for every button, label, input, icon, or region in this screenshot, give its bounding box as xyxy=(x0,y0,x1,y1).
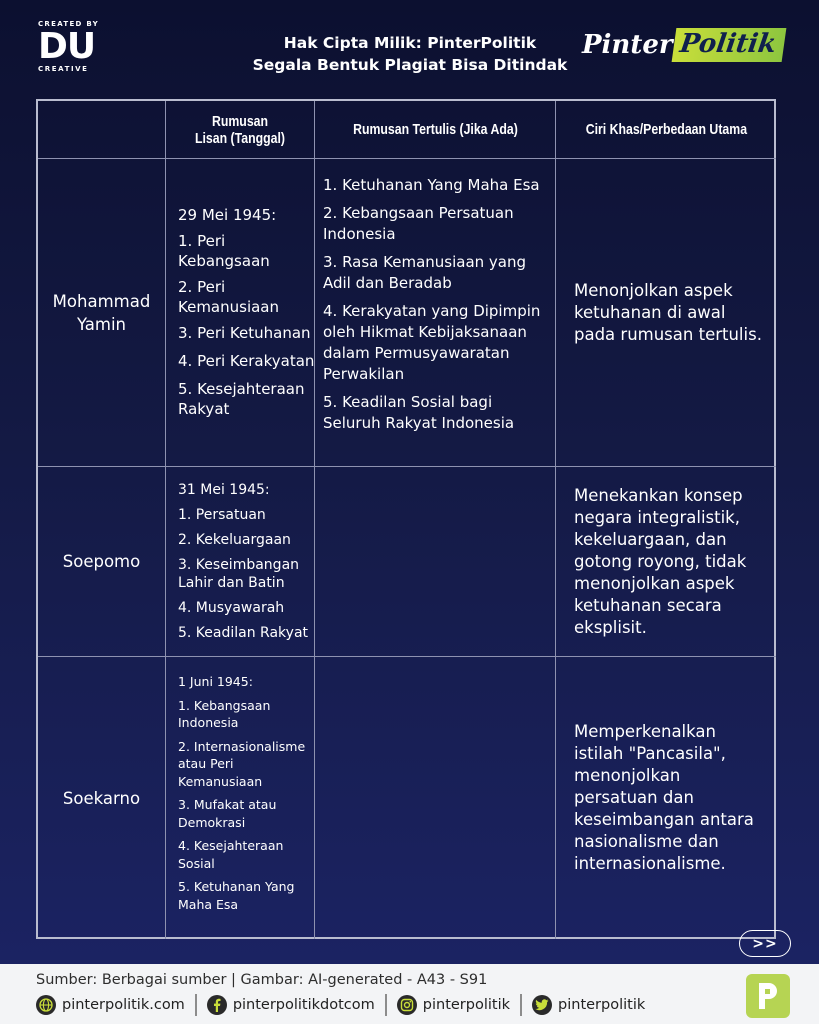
table-row-name xyxy=(38,467,166,657)
list-item: 5. Kesejahteraan Rakyat xyxy=(178,380,305,418)
footer xyxy=(0,964,819,1024)
list-item: 3. Peri Ketuhanan xyxy=(178,324,311,342)
cell-rumusan-lisan xyxy=(166,159,315,467)
twitter-icon xyxy=(532,995,552,1015)
table-row-name xyxy=(38,159,166,467)
ciri-text: Memperkenalkan istilah "Pancasila", menonjolkan persatuan dan keseimbangan antara nasionalisme dan internasionalisme. xyxy=(574,722,754,873)
header-ciri-khas xyxy=(556,101,776,159)
divider xyxy=(385,994,387,1016)
cell-rumusan-tertulis-empty xyxy=(315,467,556,657)
cell-ciri-khas xyxy=(556,657,776,939)
header-ciri-khas-text: Ciri Khas/Perbedaan Utama xyxy=(585,121,747,138)
divider xyxy=(195,994,197,1016)
list-item: 4. Peri Kerakyatan xyxy=(178,352,315,370)
social-label: pinterpolitik.com xyxy=(62,997,185,1013)
du-logo-bottom-text: CREATIVE xyxy=(38,65,89,73)
social-links xyxy=(36,994,645,1016)
list-item: 2. Kekeluargaan xyxy=(178,532,291,548)
row-name-text: Soepomo xyxy=(62,552,141,571)
social-website[interactable] xyxy=(36,995,185,1015)
lisan-date: 1 Juni 1945: xyxy=(178,674,253,689)
list-item: 3. Keseimbangan Lahir dan Batin xyxy=(178,557,300,591)
list-item: 1. Peri Kebangsaan xyxy=(178,232,270,270)
du-creative-logo xyxy=(38,20,104,80)
divider xyxy=(520,994,522,1016)
social-label: pinterpolitik xyxy=(422,997,511,1013)
social-twitter[interactable] xyxy=(532,995,645,1015)
list-item: 3. Mufakat atau Demokrasi xyxy=(178,797,277,830)
header-rumusan-tertulis-text: Rumusan Tertulis (Jika Ada) xyxy=(352,121,518,138)
du-logo-top-text: CREATED BY xyxy=(38,20,100,28)
social-instagram[interactable] xyxy=(397,995,510,1015)
pinterpolitik-logo xyxy=(582,26,782,70)
cell-rumusan-lisan xyxy=(166,467,315,657)
row-name-text: Soekarno xyxy=(62,788,141,808)
list-item: 3. Rasa Kemanusiaan yang Adil dan Beradab xyxy=(323,253,527,292)
source-credit: Sumber: Berbagai sumber | Gambar: AI-generated - A43 - S91 xyxy=(36,972,488,988)
list-item: 5. Keadilan Sosial bagi Seluruh Rakyat Indonesia xyxy=(323,393,515,432)
list-item: 4. Kerakyatan yang Dipimpin oleh Hikmat Kebijaksanaan dalam Permusyawaratan Perwakilan xyxy=(323,302,541,383)
brand-politik-text: Politik xyxy=(672,28,787,62)
header-rumusan-lisan-text: Rumusan Lisan (Tanggal) xyxy=(195,112,285,147)
list-item: 4. Kesejahteraan Sosial xyxy=(178,838,284,871)
du-logo-main-text: DU xyxy=(38,26,96,67)
plagiarism-warning-line: Segala Bentuk Plagiat Bisa Ditindak xyxy=(252,56,568,74)
ciri-text: Menonjolkan aspek ketuhanan di awal pada rumusan tertulis. xyxy=(574,280,762,344)
table-row-name xyxy=(38,657,166,939)
lisan-list xyxy=(178,481,315,642)
list-item: 2. Internasionalisme atau Peri Kemanusiaan xyxy=(178,738,306,789)
table-header-empty xyxy=(38,101,166,159)
globe-icon xyxy=(36,995,56,1015)
list-item: 4. Musyawarah xyxy=(178,600,285,616)
tertulis-list xyxy=(323,175,551,434)
pancasila-comparison-table xyxy=(36,99,776,939)
lisan-list xyxy=(178,205,315,419)
ciri-text: Menekankan konsep negara integralistik, kekeluargaan, dan gotong royong, tidak menonjolkan aspek ketuhanan secara eksplisit. xyxy=(574,485,747,637)
facebook-icon xyxy=(207,995,227,1015)
cell-rumusan-lisan xyxy=(166,657,315,939)
cell-ciri-khas xyxy=(556,159,776,467)
list-item: 1. Persatuan xyxy=(178,507,266,523)
copyright-notice xyxy=(240,32,580,76)
list-item: 5. Keadilan Rakyat xyxy=(178,625,309,641)
list-item: 5. Ketuhanan Yang Maha Esa xyxy=(178,879,295,912)
list-item: 1. Kebangsaan Indonesia xyxy=(178,697,271,730)
list-item: 2. Peri Kemanusiaan xyxy=(178,278,280,316)
cell-rumusan-tertulis-empty xyxy=(315,657,556,939)
cell-rumusan-tertulis xyxy=(315,159,556,467)
social-label: pinterpolitikdotcom xyxy=(232,997,375,1013)
cell-ciri-khas xyxy=(556,467,776,657)
lisan-list xyxy=(178,673,315,913)
lisan-date: 31 Mei 1945: xyxy=(178,482,270,498)
list-item: 2. Kebangsaan Persatuan Indonesia xyxy=(323,204,514,243)
lisan-date: 29 Mei 1945: xyxy=(178,206,277,224)
instagram-icon xyxy=(397,995,417,1015)
social-facebook[interactable] xyxy=(207,995,375,1015)
next-slide-button[interactable]: >> xyxy=(739,930,791,957)
header-rumusan-lisan xyxy=(166,101,315,159)
brand-pinter-text: Pinter xyxy=(582,30,673,60)
social-label: pinterpolitik xyxy=(558,997,646,1013)
header-rumusan-tertulis xyxy=(315,101,556,159)
copyright-line: Hak Cipta Milik: PinterPolitik xyxy=(283,34,537,52)
list-item: 1. Ketuhanan Yang Maha Esa xyxy=(323,176,540,194)
row-name-text: Mohammad Yamin xyxy=(52,291,151,334)
pinterpolitik-p-logo-icon xyxy=(746,974,790,1018)
